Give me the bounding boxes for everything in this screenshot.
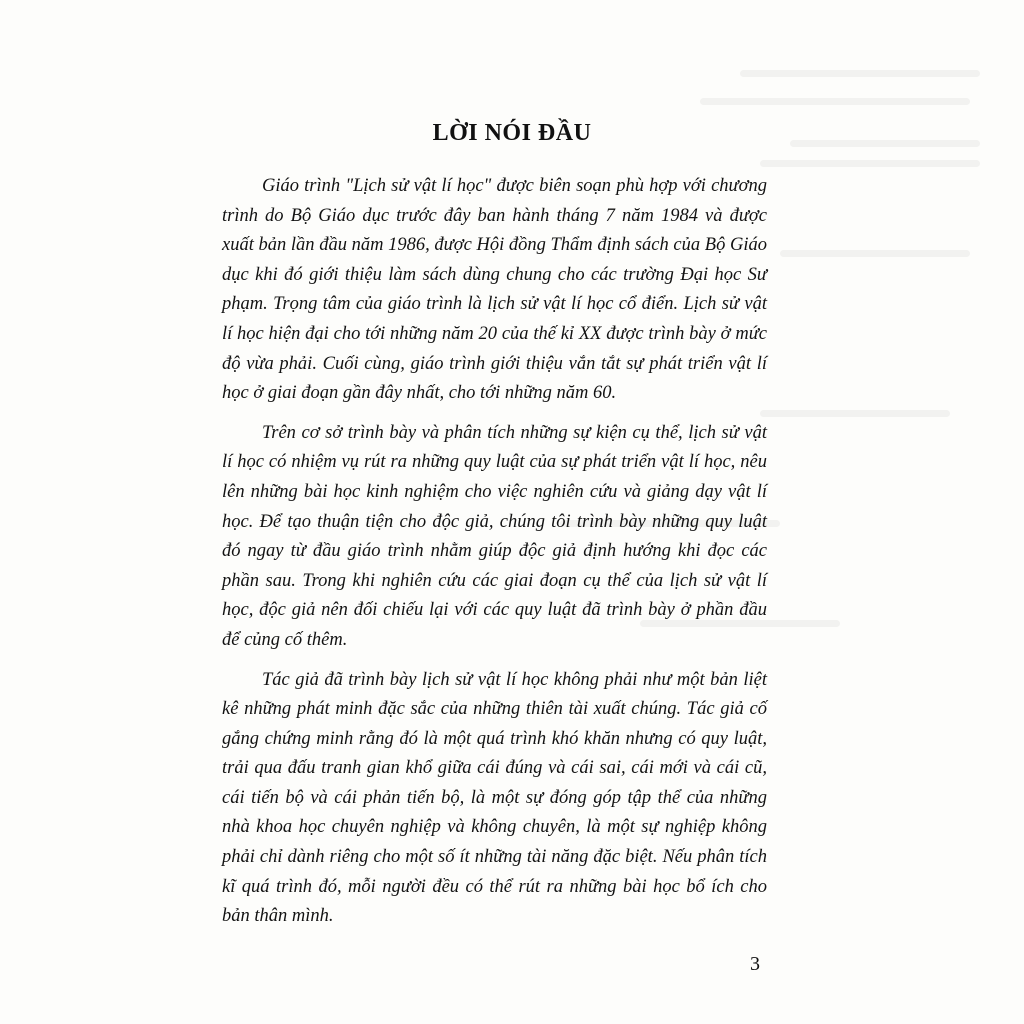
paragraph-3: Tác giả đã trình bày lịch sử vật lí học không phải như một bản liệt kê những phát minh đặc sắc của những thiên tài xuất chúng. Tác giả cố gắng chứng minh rằng đó là một quá trình khó khăn nhưng có quy luật, trải qua đấu tranh gian khổ giữa cái đúng và cái sai, cái mới và cái cũ, cái tiến bộ và cái phản tiến bộ, là một sự đóng góp tập thể của những nhà khoa học chuyên nghiệp và không chuyên, là một sự nghiệp không phải chỉ dành riêng cho một số ít những tài năng đặc biệt. Nếu phân tích kĩ quá trình đó, mỗi người đều có thể rút ra những bài học bổ ích cho bản thân mình.: [222, 669, 767, 927]
page-number: 3: [750, 953, 760, 975]
page-title: LỜI NÓI ĐẦU: [432, 120, 592, 146]
paragraph-1: Giáo trình "Lịch sử vật lí học" được biên soạn phù hợp với chương trình do Bộ Giáo dục trước đây ban hành tháng 7 năm 1984 và được xuất bản lần đầu năm 1986, được Hội đồng Thẩm định sách của Bộ Giáo dục khi đó giới thiệu làm sách dùng chung cho các trường Đại học Sư phạm. Trọng tâm của giáo trình là lịch sử vật lí học cổ điển. Lịch sử vật lí học hiện đại cho tới những năm 20 của thế kỉ XX được trình bày ở mức độ vừa phải. Cuối cùng, giáo trình giới thiệu vắn tắt sự phát triển vật lí học ở giai đoạn gần đây nhất, cho tới những năm 60.: [222, 176, 767, 404]
paragraph-2: Trên cơ sở trình bày và phân tích những sự kiện cụ thể, lịch sử vật lí học có nhiệm vụ rút ra những quy luật của sự phát triển vật lí học, nêu lên những bài học kinh nghiệm cho việc nghiên cứu và giảng dạy vật lí học. Để tạo thuận tiện cho độc giả, chúng tôi trình bày những quy luật đó ngay từ đầu giáo trình nhằm giúp độc giả định hướng khi đọc các phần sau. Trong khi nghiên cứu các giai đoạn cụ thể của lịch sử vật lí học, độc giả nên đối chiếu lại với các quy luật đã trình bày ở phần đầu để củng cố thêm.: [222, 422, 767, 650]
body-text: [222, 172, 767, 942]
